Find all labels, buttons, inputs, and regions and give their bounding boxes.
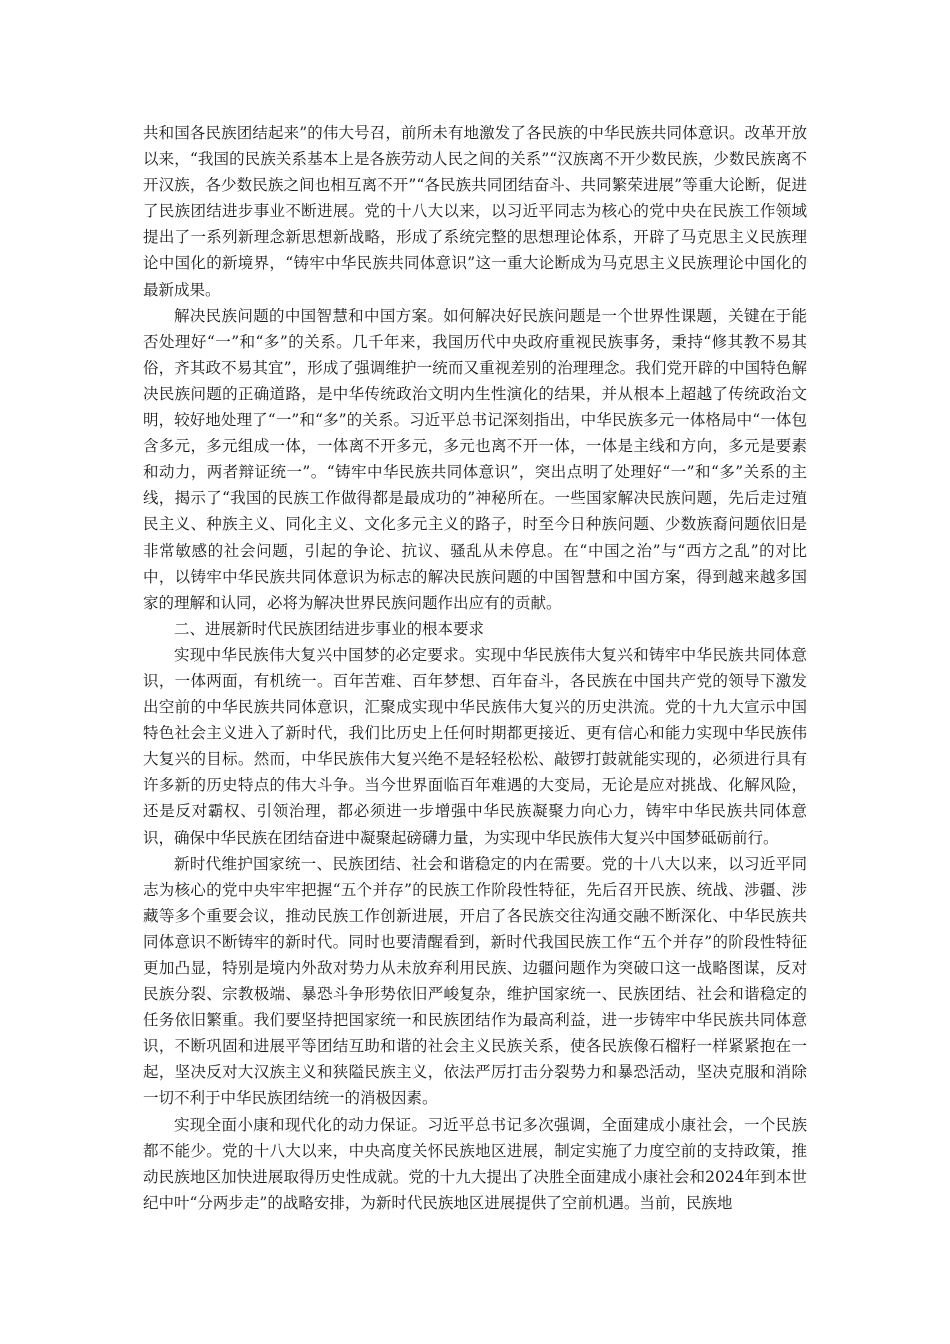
paragraph-2: 解决民族问题的中国智慧和中国方案。如何解决好民族问题是一个世界性课题，关键在于能否处理好“一”和“多”的关系。几千年来，我国历代中央政府重视民族事务，秉持“修其教不易其俗，齐其政不易其宜”，形成了强调维护一统而又重视差别的治理理念。我们党开辟的中国特色解决民族问题的正确道路，是中华传统政治文明内生性演化的结果，并从根本上超越了传统政治文明，较好地处理了“一”和“多”的关系。习近平总书记深刻指出，中华民族多元一体格局中“一体包含多元，多元组成一体，一体离不开多元，多元也离不开一体，一体是主线和方向，多元是要素和动力，两者辩证统一”。“铸牢中华民族共同体意识”，突出点明了处理好“一”和“多”关系的主线，揭示了“我国的民族工作做得都是最成功的”神秘所在。一些国家解决民族问题，先后走过殖民主义、种族主义、同化主义、文化多元主义的路子，时至今日种族问题、少数族裔问题依旧是非常敏感的社会问题，引起的争论、抗议、骚乱从未停息。在“中国之治”与“西方之乱”的对比中，以铸牢中华民族共同体意识为标志的解决民族问题的中国智慧和中国方案，得到越来越多国家的理解和认同，必将为解决世界民族问题作出应有的贡献。 xyxy=(143,306,807,612)
paragraph-4: 新时代维护国家统一、民族团结、社会和谐稳定的内在需要。党的十八大以来，以习近平同志为核心的党中央牢牢把握“五个并存”的民族工作阶段性特征，先后召开民族、统战、涉疆、涉藏等多个重要会议，推动民族工作创新进展，开启了各民族交往沟通交融不断深化、中华民族共同体意识不断铸牢的新时代。同时也要清醒看到，新时代我国民族工作“五个并存”的阶段性特征更加凸显，特别是境内外敌对势力从未放弃利用民族、边疆问题作为突破口这一战略图谋，反对民族分裂、宗教极端、暴恐斗争形势依旧严峻复杂，维护国家统一、民族团结、社会和谐稳定的任务依旧繁重。我们要坚持把国家统一和民族团结作为最高利益，进一步铸牢中华民族共同体意识，不断巩固和进展平等团结互助和谐的社会主义民族关系，使各民族像石榴籽一样紧紧抱在一起，坚决反对大汉族主义和狭隘民族主义，依法严厉打击分裂势力和暴恐活动，坚决克服和消除一切不利于中华民族团结统一的消极因素。 xyxy=(143,854,807,1108)
section-heading: 二、进展新时代民族团结进步事业的根本要求 xyxy=(174,619,485,638)
document-page xyxy=(143,120,807,1216)
paragraph-1: 共和国各民族团结起来”的伟大号召，前所未有地激发了各民族的中华民族共同体意识。改革开放以来，“我国的民族关系基本上是各族劳动人民之间的关系”“汉族离不开少数民族，少数民族离不开汉族，各少数民族之间也相互离不开”“各民族共同团结奋斗、共同繁荣进展”等重大论断，促进了民族团结进步事业不断进展。党的十八大以来，以习近平同志为核心的党中央在民族工作领域提出了一系列新理念新思想新战略，形成了系统完整的思想理论体系，开辟了马克思主义民族理论中国化的新境界，“铸牢中华民族共同体意识”这一重大论断成为马克思主义民族理论中国化的最新成果。 xyxy=(143,124,807,299)
paragraph-5: 实现全面小康和现代化的动力保证。习近平总书记多次强调，全面建成小康社会，一个民族都不能少。党的十八大以来，中央高度关怀民族地区进展，制定实施了力度空前的支持政策，推动民族地区加快进展取得历史性成就。党的十九大提出了决胜全面建成小康社会和2024年到本世纪中叶“分两步走”的战略安排，为新时代民族地区进展提供了空前机遇。当前，民族地 xyxy=(143,1115,807,1212)
paragraph-3: 实现中华民族伟大复兴中国梦的必定要求。实现中华民族伟大复兴和铸牢中华民族共同体意识，一体两面，有机统一。百年苦难、百年梦想、百年奋斗，各民族在中国共产党的领导下激发出空前的中华民族共同体意识，汇聚成实现中华民族伟大复兴的历史洪流。党的十九大宣示中国特色社会主义进入了新时代，我们比历史上任何时期都更接近、更有信心和能力实现中华民族伟大复兴的目标。然而，中华民族伟大复兴绝不是轻轻松松、敲锣打鼓就能实现的，必须进行具有许多新的历史特点的伟大斗争。当今世界面临百年难遇的大变局，无论是应对挑战、化解风险，还是反对霸权、引领治理，都必须进一步增强中华民族凝聚力向心力，铸牢中华民族共同体意识，确保中华民族在团结奋进中凝聚起磅礴力量，为实现中华民族伟大复兴中国梦砥砺前行。 xyxy=(143,645,807,847)
